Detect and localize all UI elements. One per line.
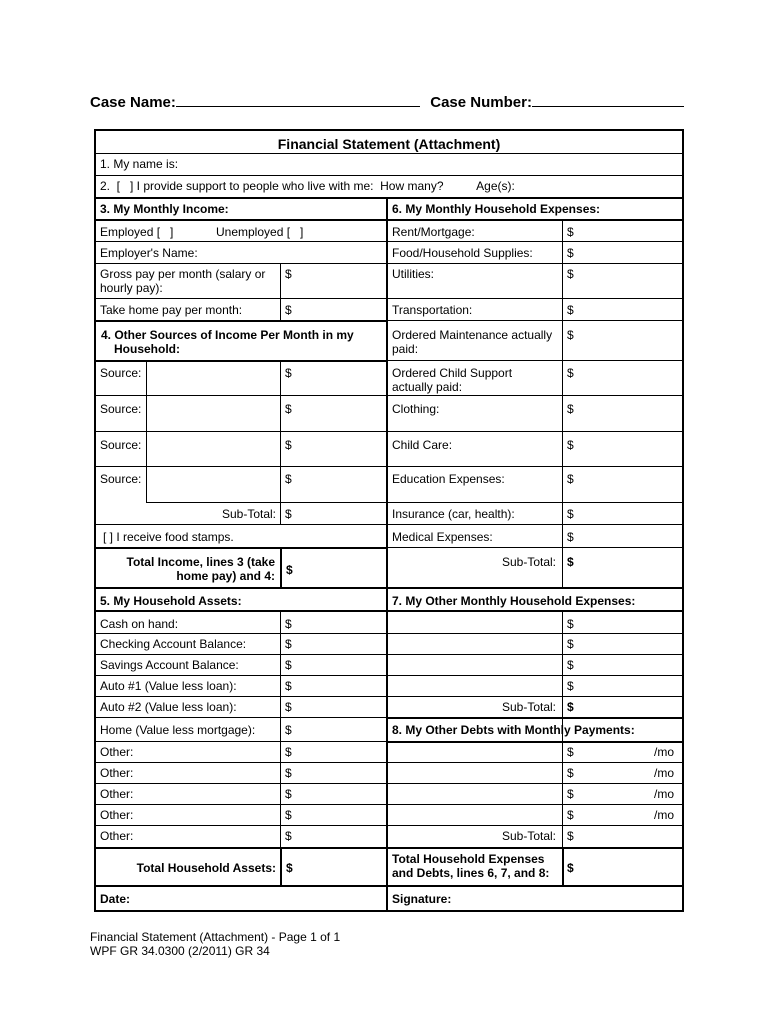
asset-label-auto2: Auto #2 (Value less loan): [100,700,237,714]
asset-field[interactable]: $ [285,658,292,672]
employed-checkbox[interactable]: Employed [ ] [100,225,174,239]
debt-field[interactable]: $ [567,808,574,822]
asset-label-other: Other: [100,787,134,801]
gross-pay-field[interactable]: $ [285,267,292,281]
rent-field[interactable]: $ [567,225,574,239]
debts-subtotal-field[interactable]: $ [567,829,574,843]
source-amount[interactable]: $ [285,472,292,486]
expenses-header: 6. My Monthly Household Expenses: [392,202,601,216]
asset-label-other: Other: [100,766,134,780]
total-assets-label: Total Household Assets: [136,861,276,875]
other-expense-field[interactable]: $ [567,679,574,693]
asset-field[interactable]: $ [285,723,292,737]
other-sources-header: 4. Other Sources of Income Per Month in my Household: [101,328,354,356]
signature-field[interactable]: Signature: [392,892,452,906]
source-amount[interactable]: $ [285,366,292,380]
income-header: 3. My Monthly Income: [100,202,229,216]
expenses-subtotal-label: Sub-Total: [501,555,556,569]
asset-field[interactable]: $ [285,617,292,631]
debt-field[interactable]: $ [567,787,574,801]
insurance-field[interactable]: $ [567,507,574,521]
asset-label-home: Home (Value less mortgage): [100,723,256,737]
asset-field[interactable]: $ [285,766,292,780]
date-field[interactable]: Date: [100,892,131,906]
page-footer [90,930,340,958]
other-expense-field[interactable]: $ [567,637,574,651]
case-name-label: Case Name [90,94,171,111]
take-home-field[interactable]: $ [285,303,292,317]
total-expenses-field[interactable]: $ [567,861,574,875]
per-month-label: /mo [653,808,674,822]
footer-form-number: WPF GR 34.0300 (2/2011) GR 34 [90,944,270,958]
food-supplies-label: Food/Household Supplies: [392,246,533,260]
employer-name-field[interactable]: Employer's Name: [100,246,198,260]
case-header [90,92,684,111]
insurance-label: Insurance (car, health): [392,507,515,521]
unemployed-checkbox[interactable]: Unemployed [ ] [216,225,304,239]
maintenance-label: Ordered Maintenance actually paid: [392,328,553,356]
source-label: Source: [100,438,142,452]
education-field[interactable]: $ [567,472,574,486]
source-label: Source: [100,472,142,486]
colon: : [170,94,176,111]
maintenance-field[interactable]: $ [567,328,574,342]
total-income-field[interactable]: $ [286,563,293,577]
case-name-field[interactable] [176,92,420,107]
rent-label: Rent/Mortgage: [392,225,475,239]
debt-field[interactable]: $ [567,766,574,780]
utilities-label: Utilities: [392,267,435,281]
child-support-field[interactable]: $ [567,366,574,380]
asset-field[interactable]: $ [285,745,292,759]
gross-pay-label: Gross pay per month (salary or hourly pay): [100,267,266,295]
asset-label-cash: Cash on hand: [100,617,179,631]
assets-header: 5. My Household Assets: [100,594,242,608]
debts-subtotal-label: Sub-Total: [501,829,556,843]
sources-subtotal-field[interactable]: $ [285,507,292,521]
utilities-field[interactable]: $ [567,267,574,281]
medical-field[interactable]: $ [567,530,574,544]
take-home-label: Take home pay per month: [100,303,243,317]
sources-subtotal-label: Sub-Total: [221,507,276,521]
per-month-label: /mo [653,745,674,759]
transportation-label: Transportation: [392,303,473,317]
colon: : [526,94,532,111]
other-expenses-subtotal-field[interactable]: $ [567,700,574,714]
transportation-field[interactable]: $ [567,303,574,317]
asset-label-checking: Checking Account Balance: [100,637,247,651]
asset-field[interactable]: $ [285,700,292,714]
other-expenses-subtotal-label: Sub-Total: [501,700,556,714]
case-number-label: Case Number [430,94,527,111]
source-label: Source: [100,366,142,380]
form-title: Financial Statement (Attachment) [277,136,501,152]
food-stamps-checkbox[interactable]: [ ] I receive food stamps. [103,530,234,544]
debt-field[interactable]: $ [567,745,574,759]
per-month-label: /mo [653,766,674,780]
asset-label-other: Other: [100,808,134,822]
other-expenses-header: 7. My Other Monthly Household Expenses: [392,594,636,608]
asset-field[interactable]: $ [285,787,292,801]
financial-statement-form [94,129,684,912]
per-month-label: /mo [653,787,674,801]
asset-label-auto1: Auto #1 (Value less loan): [100,679,237,693]
asset-label-savings: Savings Account Balance: [100,658,239,672]
asset-label-other: Other: [100,745,134,759]
source-amount[interactable]: $ [285,402,292,416]
total-assets-field[interactable]: $ [286,861,293,875]
education-label: Education Expenses: [392,472,505,486]
child-care-field[interactable]: $ [567,438,574,452]
food-supplies-field[interactable]: $ [567,246,574,260]
expenses-subtotal-field[interactable]: $ [567,555,574,569]
source-label: Source: [100,402,142,416]
total-income-label: Total Income, lines 3 (take home pay) and 4: [126,555,275,583]
child-support-label: Ordered Child Support actually paid: [392,366,513,394]
clothing-label: Clothing: [392,402,440,416]
debts-header: 8. My Other Debts with Monthly Payments: [392,723,635,737]
asset-field[interactable]: $ [285,808,292,822]
other-expense-field[interactable]: $ [567,658,574,672]
child-care-label: Child Care: [392,438,453,452]
clothing-field[interactable]: $ [567,402,574,416]
total-expenses-label: Total Household Expenses and Debts, lines 6, 7, and 8: [392,852,550,880]
medical-label: Medical Expenses: [392,530,493,544]
footer-title: Financial Statement (Attachment) - Page 1 of 1 [90,930,341,944]
case-number-field[interactable] [532,92,684,107]
other-expense-field[interactable]: $ [567,617,574,631]
source-amount[interactable]: $ [285,438,292,452]
support-line[interactable]: 2. [ ] I provide support to people who live with me: How many? Age(s): [100,179,515,193]
asset-field[interactable]: $ [285,829,292,843]
asset-field[interactable]: $ [285,679,292,693]
asset-label-other: Other: [100,829,134,843]
asset-field[interactable]: $ [285,637,292,651]
name-line[interactable]: 1. My name is: [100,157,179,171]
